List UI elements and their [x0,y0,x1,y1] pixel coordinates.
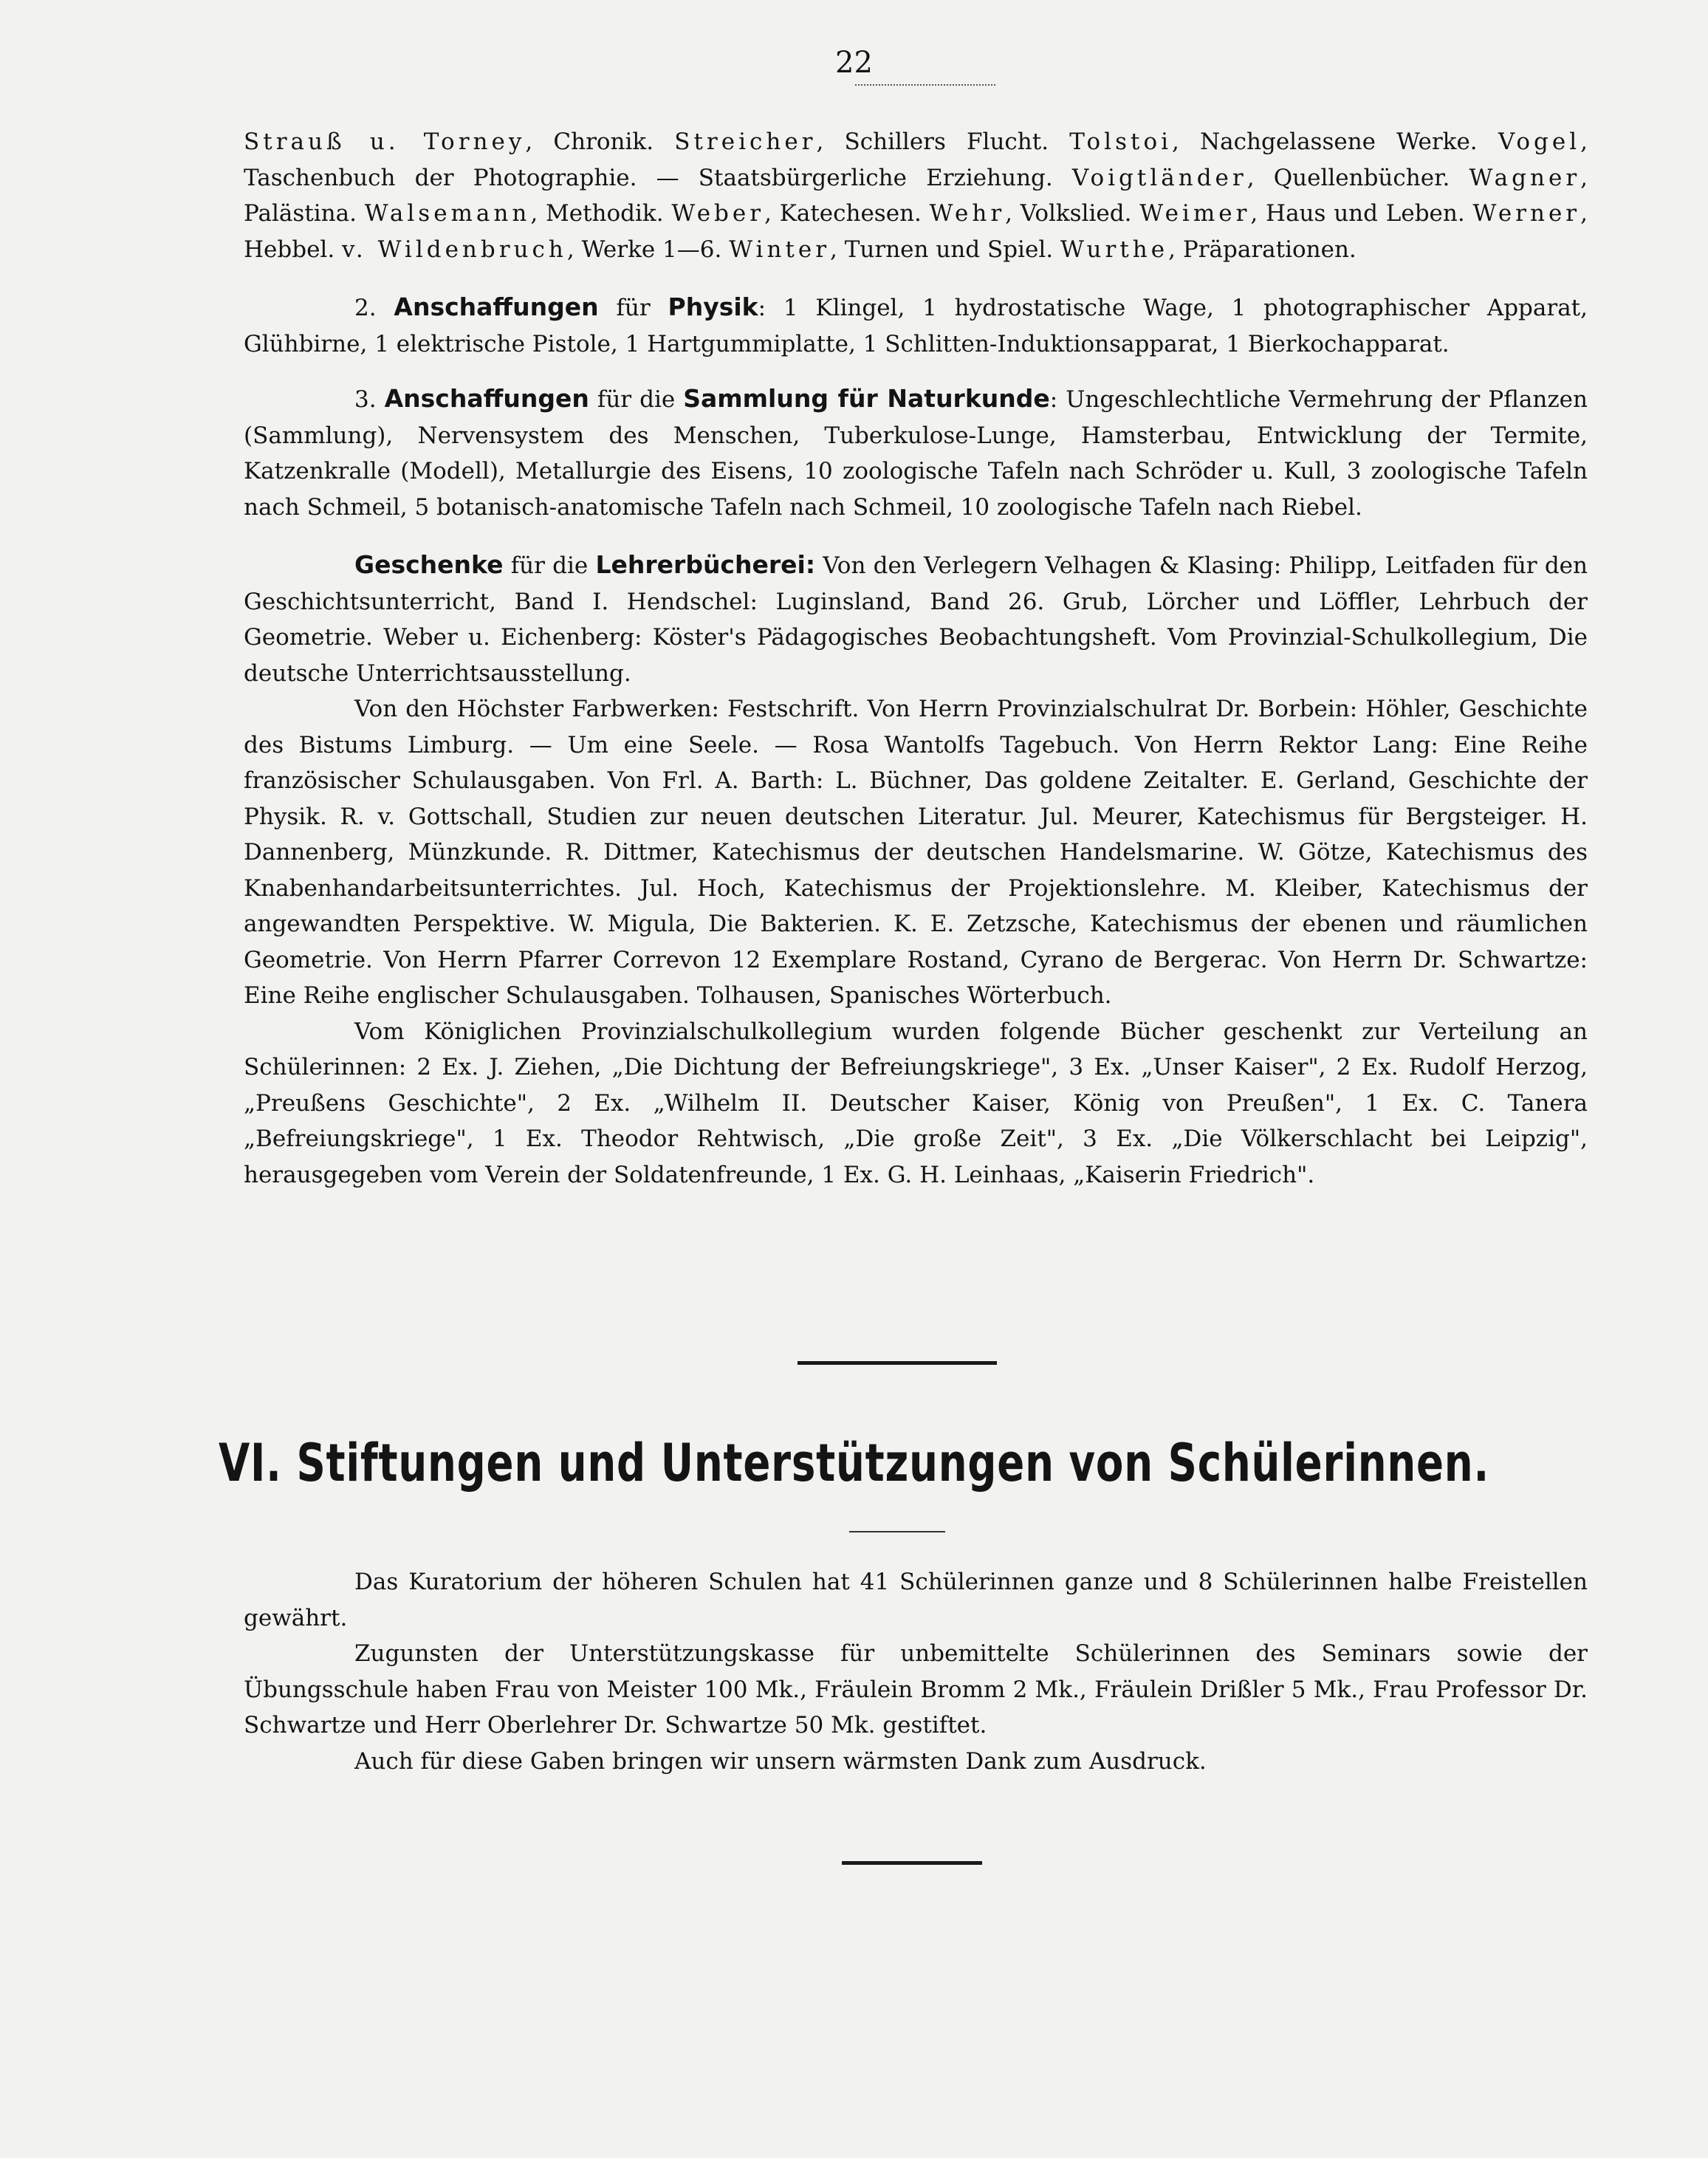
book-title: , Volkslied. [1005,200,1132,227]
book-title: , Schillers Flucht. [816,129,1049,155]
paragraph-dank: Auch für diese Gaben bringen wir unsern wärmsten Dank zum Ausdruck. [354,1747,1207,1775]
book-title: , Palästina. [244,164,1588,227]
author-name: Weber [671,200,765,227]
author-name: v. Wildenbruch [342,236,567,263]
paragraph-unterstuetzungskasse: Zugunsten der Unterstützungskasse für unbemittelte Schülerinnen des Seminars sowie der Übungsschule haben Frau von Meister 100 Mk., Fräulein Bromm 2 Mk., Fräulein Drißler 5 Mk., Frau Professor Dr. Schwartze und Herr Oberlehrer Dr. Schwartze 50 Mk. gestiftet. [244,1640,1588,1739]
heading-geschenke: Geschenke [354,550,504,579]
connector-text: für [598,295,668,321]
author-name: Walsemann [364,200,531,227]
book-title: , Quellenbücher. [1246,164,1450,191]
author-name: Vogel [1498,129,1581,155]
book-title: , Nachgelassene Werke. [1172,129,1478,155]
physik-text: : 1 Klingel, 1 hydrostatische Wage, 1 photographischer Apparat, Glühbirne, 1 elektrische Pistole, 1 Hartgummiplatte, 1 Schlitten-Induktionsapparat, 1 Bierkochapparat. [244,295,1588,357]
author-name: Wurthe [1060,236,1169,263]
item-number: 3. [354,386,377,413]
book-title: , Methodik. [530,200,664,227]
page-number: 22 [835,46,873,80]
section-text [244,1564,1588,1779]
paragraph-provinzialschulkollegium: Vom Königlichen Provinzialschulkollegium wurden folgende Bücher geschenkt zur Verteilung an Schülerinnen: 2 Ex. J. Ziehen, „Die Dichtung der Befreiungskriege", 3 Ex. „Unser Kaiser", 2 Ex. Rudolf Herzog, „Preußens Geschichte", 2 Ex. „Wilhelm II. Deutscher Kaiser, König von Preußen", 1 Ex. C. Tanera „Befreiungskriege", 1 Ex. Theodor Rehtwisch, „Die große Zeit", 3 Ex. „Die Völkerschlacht bei Leipzig", herausgegeben vom Verein der Soldatenfreunde, 1 Ex. G. H. Leinhaas, „Kaiserin Friedrich". [244,1018,1588,1188]
author-name: Wagner [1469,164,1581,191]
divider-short [849,1531,945,1532]
author-name: Wehr [929,200,1006,227]
main-text [244,124,1588,1193]
author-name: Winter [729,236,831,263]
connector-text: für die [503,552,596,579]
book-title: , Haus und Leben. [1250,200,1465,227]
author-name: Streicher [674,129,817,155]
author-name: Werner [1472,200,1581,227]
heading-sammlung-naturkunde: Sammlung für Naturkunde [683,384,1050,413]
heading-lehrerbuecherei: Lehrerbücherei: [595,550,816,579]
book-title: , Katechesen. [764,200,922,227]
item-number: 2. [354,295,377,321]
heading-anschaffungen: Anschaffungen [384,384,589,413]
book-title: , Chronik. [525,129,654,155]
page-number-ornament [855,84,995,90]
paragraph-kuratorium: Das Kuratorium der höheren Schulen hat 41 Schülerinnen ganze und 8 Schülerinnen halbe Freistellen gewährt. [244,1569,1588,1631]
book-title: , Taschenbuch der Photographie. — Staatsbürgerliche Erziehung. [244,129,1588,191]
geschenke-text-1: Von den Verlegern Velhagen & Klasing: Philipp, Leitfaden für den Geschichtsunterricht, Band I. Hendschel: Luginsland, Band 26. Grub, Lörcher und Löffler, Lehrbuch der Geometrie. Weber u. Eichenberg: Köster's Pädagogisches Beobachtungsheft. Vom Provinzial-Schulkollegium, Die deutsche Unterrichtsausstellung. [244,552,1588,687]
book-title: , Turnen und Spiel. [830,236,1054,263]
paragraph-naturkunde [244,381,1588,525]
connector-text: für die [589,386,684,413]
section-heading: VI. Stiftungen und Unterstützungen von Schülerinnen. [219,1433,1489,1493]
heading-anschaffungen: Anschaffungen [394,292,599,321]
divider-rule [798,1361,997,1365]
author-name: Strauß u. Torney [244,129,526,155]
author-name: Weimer [1139,200,1251,227]
literature-list-tail [244,124,1588,267]
divider-rule-bottom [842,1861,982,1865]
heading-physik: Physik [668,292,758,321]
paragraph-donors: Von den Höchster Farbwerken: Festschrift. Von Herrn Provinzialschulrat Dr. Borbein: Höhler, Geschichte des Bistums Limburg. — Um eine Seele. — Rosa Wantolfs Tagebuch. Von Herrn Rektor Lang: Eine Reihe französischer Schulausgaben. Von Frl. A. Barth: L. Büchner, Das goldene Zeitalter. E. Gerland, Geschichte der Physik. R. v. Gottschall, Studien zur neuen deutschen Literatur. Jul. Meurer, Katechismus für Bergsteiger. H. Dannenberg, Münzkunde. R. Dittmer, Katechismus der deutschen Handelsmarine. W. Götze, Katechismus des Knabenhandarbeitsunterrichtes. Jul. Hoch, Katechismus der Projektionslehre. M. Kleiber, Katechismus der angewandten Perspektive. W. Migula, Die Bakterien. K. E. Zetzsche, Katechismus der ebenen und räumlichen Geometrie. Von Herrn Pfarrer Correvon 12 Exemplare Rostand, Cyrano de Bergerac. Von Herrn Dr. Schwartze: Eine Reihe englischer Schulausgaben. Tolhausen, Spanisches Wörterbuch. [244,696,1588,1009]
paragraph-geschenke [244,547,1588,691]
book-title: , Präparationen. [1168,236,1357,263]
naturkunde-text: : Ungeschlechtliche Vermehrung der Pflanzen (Sammlung), Nervensystem des Menschen, Tuberkulose-Lunge, Hamsterbau, Entwicklung der Termite, Katzenkralle (Modell), Metallurgie des Eisens, 10 zoologische Tafeln nach Schröder u. Kull, 3 zoologische Tafeln nach Schmeil, 5 botanisch-anatomische Tafeln nach Schmeil, 10 zoologische Tafeln nach Riebel. [244,386,1588,521]
author-name: Voigtländer [1071,164,1247,191]
book-title: , Werke 1—6. [566,236,722,263]
book-title: , Hebbel. [244,200,1588,263]
paragraph-physik [244,290,1588,362]
author-name: Tolstoi [1069,129,1173,155]
